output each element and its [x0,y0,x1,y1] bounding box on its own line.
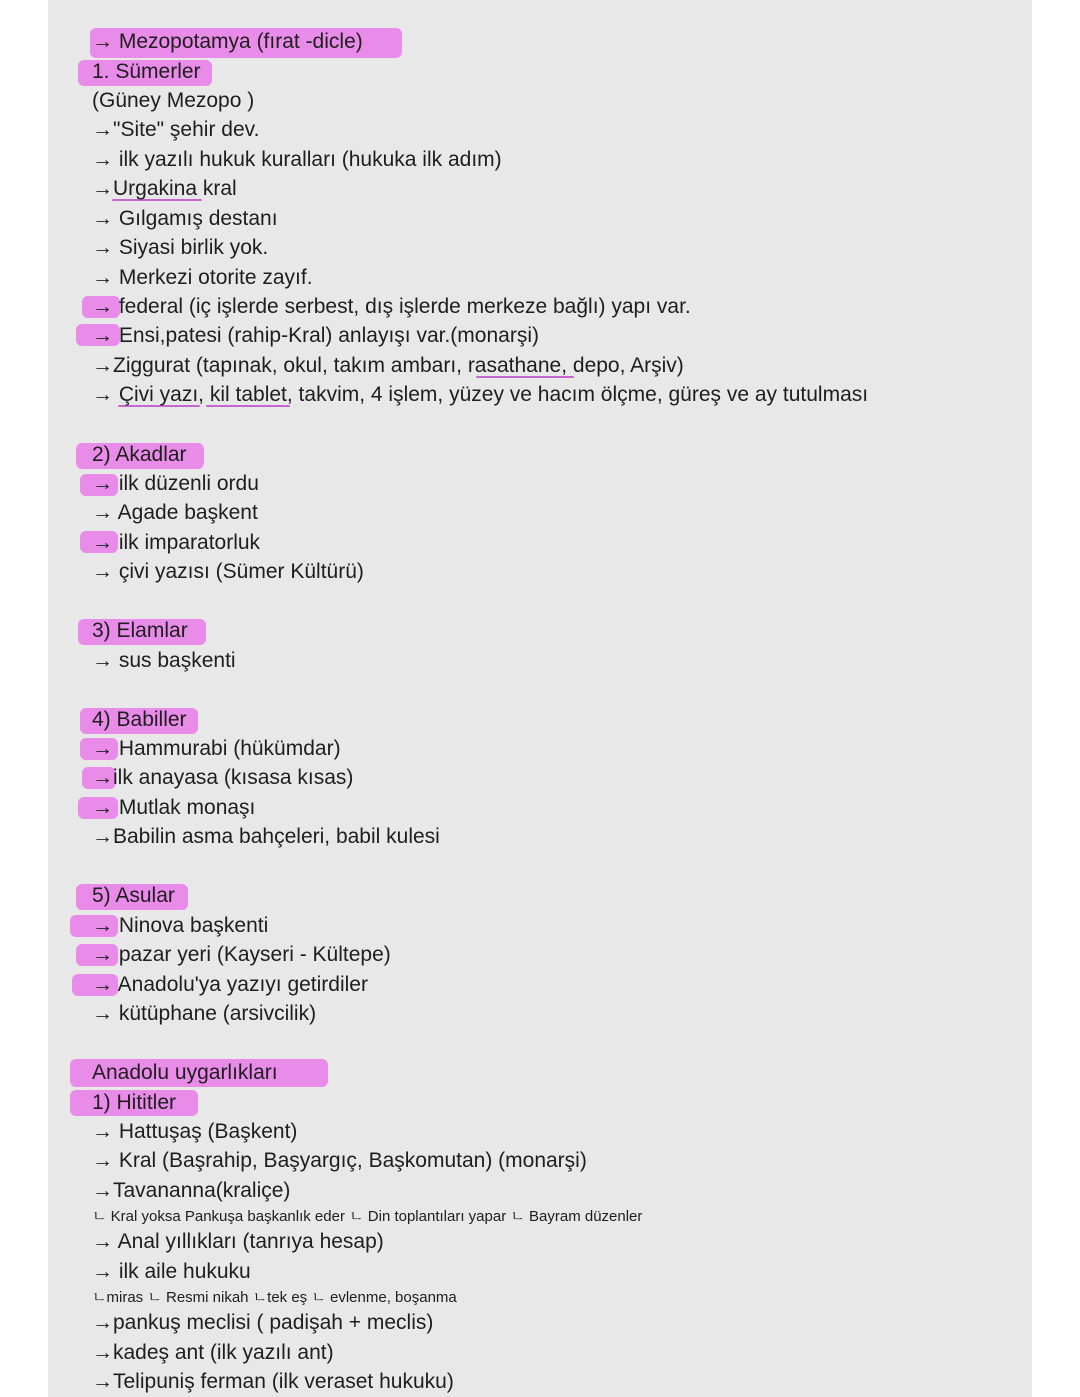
note-line: →kadeş ant (ilk yazılı ant) [92,1341,334,1364]
note-line: → pazar yeri (Kayseri - Kültepe) [92,943,391,966]
note-line: →Urgakina kral [92,177,237,200]
note-line: → Ninova başkenti [92,914,269,937]
note-line: → ilk düzenli ordu [92,472,259,495]
note-line: → Merkezi otorite zayıf. [92,266,313,289]
note-line: → Anal yıllıkları (tanrıya hesap) [92,1230,384,1253]
heading-elamlar: 3) Elamlar [92,619,188,642]
note-subline: ㄴmiras ㄴ Resmi nikah ㄴtek eş ㄴ evlenme, boşanma [92,1289,457,1306]
heading-babiller: 4) Babiller [92,708,187,731]
note-line: →pankuş meclisi ( padişah + meclis) [92,1311,434,1334]
note-line: → ilk yazılı hukuk kuralları (hukuka ilk adım) [92,148,502,171]
heading-sumerler: 1. Sümerler [92,60,201,83]
note-line: → Anadolu'ya yazıyı getirdiler [92,973,368,996]
note-line: → Agade başkent [92,501,258,524]
note-line: → federal (iç işlerde serbest, dış işlerde merkeze bağlı) yapı var. [92,295,691,318]
heading-anadolu-uygarliklari: Anadolu uygarlıkları [92,1061,278,1084]
note-line: →Babilin asma bahçeleri, babil kulesi [92,825,440,848]
note-line: →Ziggurat (tapınak, okul, takım ambarı, rasathane, depo, Arşiv) [92,354,684,377]
note-line: → ilk aile hukuku [92,1260,251,1283]
note-line: →"Site" şehir dev. [92,118,260,141]
heading-asular: 5) Asular [92,884,175,907]
note-line: → kütüphane (arsivcilik) [92,1002,317,1025]
note-line: (Güney Mezopo ) [92,89,255,112]
note-line: → Ensi,patesi (rahip-Kral) anlayışı var.(monarşi) [92,324,539,347]
note-line: → Hammurabi (hükümdar) [92,737,341,760]
note-subline: ㄴ Kral yoksa Pankuşa başkanlık eder ㄴ Din toplantıları yapar ㄴ Bayram düzenler [92,1208,643,1225]
heading-akadlar: 2) Akadlar [92,443,187,466]
note-line: →ilk anayasa (kısasa kısas) [92,766,354,789]
note-line: → Mutlak monaşı [92,796,256,819]
heading-hititler: 1) Hititler [92,1091,177,1114]
note-line: → Hattuşaş (Başkent) [92,1120,298,1143]
note-line: → Gılgamış destanı [92,207,278,230]
note-line: → Kral (Başrahip, Başyargıç, Başkomutan) (monarşi) [92,1149,587,1172]
note-line: →Telipuniş ferman (ilk veraset hukuku) [92,1370,454,1393]
note-line: → sus başkenti [92,649,236,672]
note-line: → Siyasi birlik yok. [92,236,269,259]
note-line: → Mezopotamya (fırat -dicle) [92,30,363,53]
note-page [48,0,1032,1397]
note-line: → Çivi yazı, kil tablet, takvim, 4 işlem, yüzey ve hacım ölçme, güreş ve ay tutulması [92,383,869,406]
note-line: → çivi yazısı (Sümer Kültürü) [92,560,364,583]
note-line: →Tavananna(kraliçe) [92,1179,291,1202]
note-line: → ilk imparatorluk [92,531,261,554]
